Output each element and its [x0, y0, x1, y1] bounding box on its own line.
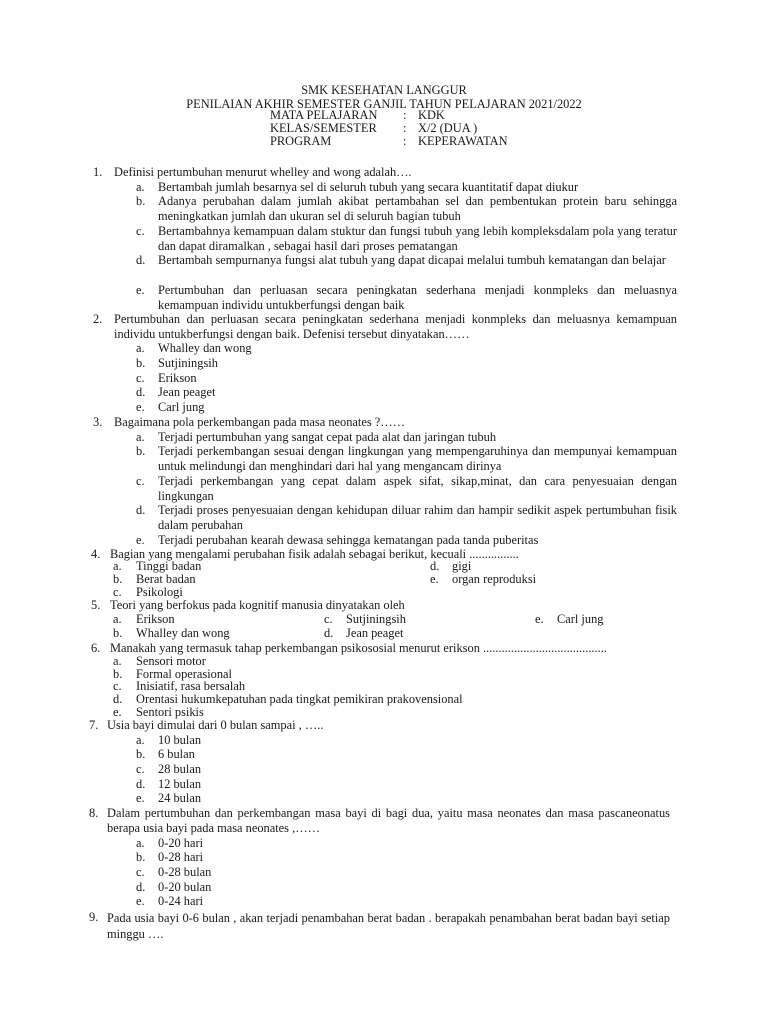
option-letter: e.	[136, 894, 145, 908]
option-5e-text: Carl jung	[557, 612, 604, 626]
question-number: 5.	[91, 598, 101, 612]
option-letter: c.	[136, 474, 145, 488]
option-text: Bertambah jumlah besarnya sel di seluruh tubuh yang secara kuantitatif dapat diukur	[158, 180, 579, 194]
option-letter: a.	[136, 341, 145, 355]
option-letter: c.	[136, 224, 145, 238]
option-4d-text: gigi	[452, 559, 472, 573]
option-letter: d.	[136, 385, 146, 399]
option-5c-letter: c.	[324, 612, 333, 626]
option-text: Erikson	[158, 371, 197, 385]
option-5d-letter: d.	[324, 626, 334, 640]
option-4d-letter: d.	[430, 559, 440, 573]
option-text: 0-24 hari	[158, 894, 204, 908]
option-4c-text: Psikologi	[136, 585, 183, 599]
option-5b-text: Whalley dan wong	[136, 626, 230, 640]
option-4b-letter: b.	[113, 572, 123, 586]
option-text: 24 bulan	[158, 791, 202, 805]
meta-separator: :	[403, 134, 407, 148]
question-text: Teori yang berfokus pada kognitif manusia dinyatakan oleh	[110, 598, 405, 612]
question-number: 6.	[91, 641, 101, 655]
question-text: Dalam pertumbuhan dan perkembangan masa bayi di bagi dua, yaitu masa neonates dan masa pascaneonatus berapa usia bayi pada masa neonates ,……	[107, 806, 670, 835]
option-4b-text: Berat badan	[136, 572, 196, 586]
option-text: 0-20 bulan	[158, 880, 212, 894]
question-number: 4.	[91, 547, 101, 561]
option-letter: e.	[136, 283, 145, 297]
option-text: 28 bulan	[158, 762, 202, 776]
option-text: Terjadi perkembangan yang cepat dalam aspek sifat, sikap,minat, dan cara penyesuaian dengan lingkungan	[158, 474, 677, 503]
option-6b-letter: b.	[113, 667, 123, 681]
option-6c-letter: c.	[113, 679, 122, 693]
meta-value: KEPERAWATAN	[418, 134, 508, 148]
option-letter: a.	[136, 180, 145, 194]
option-text: Terjadi perubahan kearah dewasa sehingga kematangan pada tanda puberitas	[158, 533, 539, 547]
option-5e-letter: e.	[535, 612, 544, 626]
option-letter: b.	[136, 194, 146, 208]
option-5d-text: Jean peaget	[346, 626, 404, 640]
exam-header	[0, 83, 768, 111]
question-number: 1.	[93, 165, 103, 179]
option-text: Whalley dan wong	[158, 341, 252, 355]
option-text: Terjadi pertumbuhan yang sangat cepat pada alat dan jaringan tubuh	[158, 430, 497, 444]
option-6e-text: Sentori psikis	[136, 705, 204, 719]
option-letter: c.	[136, 762, 145, 776]
option-letter: a.	[136, 836, 145, 850]
option-4e-text: organ reproduksi	[452, 572, 537, 586]
question-number: 9.	[89, 910, 99, 924]
option-letter: e.	[136, 400, 145, 414]
option-text: 10 bulan	[158, 733, 202, 747]
option-6e-letter: e.	[113, 705, 122, 719]
option-text: Terjadi perkembangan sesuai dengan lingkungan yang mempengaruhinya dan mempunyai kemampuan untuk melindungi dan menghindari dari hal yang mengancam dirinya	[158, 444, 677, 473]
option-text: Bertambah sempurnanya fungsi alat tubuh yang dapat dicapai melalui tumbuh kematangan dan belajar	[158, 253, 666, 267]
question-number: 7.	[89, 718, 99, 732]
option-text: Carl jung	[158, 400, 205, 414]
question-text: Definisi pertumbuhan menurut whelley and wong adalah….	[114, 165, 412, 179]
meta-key: KELAS/SEMESTER	[270, 121, 377, 135]
meta-separator: :	[403, 108, 407, 122]
option-4a-letter: a.	[113, 559, 122, 573]
option-5a-text: Erikson	[136, 612, 175, 626]
option-5c-text: Sutjiningsih	[346, 612, 406, 626]
option-text: Jean peaget	[158, 385, 216, 399]
option-letter: d.	[136, 777, 146, 791]
meta-value: KDK	[418, 108, 445, 122]
question-text: Bagian yang mengalami perubahan fisik adalah sebagai berikut, kecuali ................	[110, 547, 519, 561]
option-letter: c.	[136, 865, 145, 879]
option-6d-text: Orentasi hukumkepatuhan pada tingkat pemikiran prakovensional	[136, 692, 463, 706]
option-letter: e.	[136, 791, 145, 805]
option-letter: a.	[136, 430, 145, 444]
meta-key: PROGRAM	[270, 134, 332, 148]
meta-value: X/2 (DUA )	[418, 121, 478, 135]
option-letter: b.	[136, 747, 146, 761]
option-6b-text: Formal operasional	[136, 667, 233, 681]
option-text: Terjadi proses penyesuaian dengan kehidupan diluar rahim dan hampir sedikit aspek pertumbuhan fisik dalam perubahan	[158, 503, 677, 532]
option-6a-text: Sensori motor	[136, 654, 206, 668]
option-6a-letter: a.	[113, 654, 122, 668]
option-6c-text: Inisiatif, rasa bersalah	[136, 679, 246, 693]
option-text: 0-20 hari	[158, 836, 204, 850]
meta-key: MATA PELAJARAN	[270, 108, 378, 122]
option-letter: a.	[136, 733, 145, 747]
option-text: Adanya perubahan dalam jumlah akibat pertambahan sel dan pembentukan protein baru sehingga meningkatkan jumlah dan ukuran sel di seluruh bagian tubuh	[158, 194, 677, 223]
option-text: Pertumbuhan dan perluasan secara peningkatan sederhana menjadi konmpleks dan meluasnya kemampuan individu untukberfungsi dengan baik	[158, 283, 677, 312]
question-text: Pada usia bayi 0-6 bulan , akan terjadi penambahan berat badan . berapakah penambahan berat badan bayi setiap minggu ….	[107, 911, 670, 941]
option-text: 0-28 hari	[158, 850, 204, 864]
option-text: Sutjiningsih	[158, 356, 218, 370]
option-4a-text: Tinggi badan	[136, 559, 202, 573]
option-text: Bertambahnya kemampuan dalam stuktur dan fungsi tubuh yang lebih kompleksdalam pola yang teratur dan dapat diramalkan , sebagai hasil dari proses pematangan	[158, 224, 677, 253]
option-text: 12 bulan	[158, 777, 202, 791]
option-4e-letter: e.	[430, 572, 439, 586]
question-text: Usia bayi dimulai dari 0 bulan sampai , …..	[107, 718, 324, 732]
school-name: SMK KESEHATAN LANGGUR	[301, 83, 467, 97]
option-5a-letter: a.	[113, 612, 122, 626]
option-letter: c.	[136, 371, 145, 385]
question-text: Bagaimana pola perkembangan pada masa neonates ?……	[114, 415, 406, 429]
question-number: 3.	[93, 415, 103, 429]
question-number: 2.	[93, 312, 103, 326]
option-6d-letter: d.	[113, 692, 123, 706]
option-letter: b.	[136, 850, 146, 864]
option-letter: b.	[136, 444, 146, 458]
question-text: Manakah yang termasuk tahap perkembangan psikososial menurut erikson ........................................	[110, 641, 607, 655]
option-text: 6 bulan	[158, 747, 195, 761]
meta-row-program	[270, 135, 508, 148]
exam-title: PENILAIAN AKHIR SEMESTER GANJIL TAHUN PELAJARAN 2021/2022	[186, 97, 582, 111]
question-number: 8.	[89, 806, 99, 820]
option-letter: b.	[136, 356, 146, 370]
option-4c-letter: c.	[113, 585, 122, 599]
exam-meta	[270, 109, 508, 148]
question-text: Pertumbuhan dan perluasan secara peningkatan sederhana menjadi konmpleks dan meluasnya kemampuan individu untukberfungsi dengan baik. Defenisi tersebut dinyatakan……	[114, 312, 677, 341]
option-letter: e.	[136, 533, 145, 547]
option-5b-letter: b.	[113, 626, 123, 640]
meta-separator: :	[403, 121, 407, 135]
option-letter: d.	[136, 880, 146, 894]
option-text: 0-28 bulan	[158, 865, 212, 879]
option-letter: d.	[136, 503, 146, 517]
option-letter: d.	[136, 253, 146, 267]
